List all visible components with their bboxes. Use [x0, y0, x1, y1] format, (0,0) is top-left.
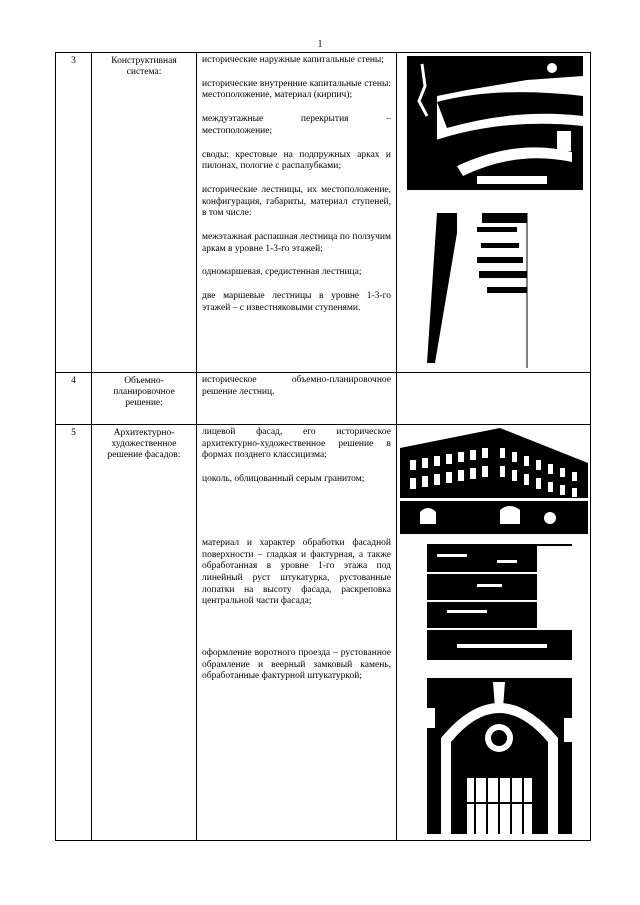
photo-cell — [397, 373, 591, 425]
list-item: цоколь, облицованный серым гранитом; — [202, 474, 365, 485]
table-row — [56, 53, 591, 373]
row-description — [197, 373, 397, 425]
vault-photo-icon — [407, 56, 583, 190]
list-item: межэтажная распашная лестница по ползучим аркам в уровне 1-3-го этажей; — [202, 232, 391, 254]
facade-photo-icon — [400, 428, 588, 534]
list-item: своды: крестовые на подпружных арках и пилонах, пологие с распалубками; — [202, 149, 391, 172]
photo-cell — [397, 53, 591, 373]
list-item: две маршевые лестницы в уровне 1-3-го этажей – с известняковыми ступенями. — [202, 291, 391, 313]
page-number: 1 — [317, 39, 323, 50]
gate-arch-photo-icon — [427, 668, 572, 834]
row-title: Объемно-планировочное решение: — [92, 373, 197, 425]
row-title: Архитектурно-художественное решение фасадов: — [92, 425, 197, 841]
list-item: одномаршевая, средистенная лестница; — [202, 267, 362, 278]
list-item: историческое объемно-планировочное решение лестниц. — [202, 375, 391, 397]
table-row — [56, 425, 591, 841]
row-description — [197, 53, 397, 373]
list-item: материал и характер обработки фасадной поверхности – гладкая и фактурная, а также обработанная в уровне 1-го этажа под линейный руст штукатурка, рустованные лопатки на высоту фасада, раскреповка центральной части фасада; — [202, 537, 391, 607]
list-item: оформление воротного проезда – рустованное обрамление и веерный замковый камень, обработанные фактурной штукатуркой; — [202, 648, 391, 682]
row-number: 3 — [56, 53, 92, 373]
list-item: междуэтажные перекрытия – местоположение; — [202, 114, 391, 136]
list-item: исторические наружные капитальные стены; — [202, 55, 384, 65]
row-number: 5 — [56, 425, 92, 841]
specification-table — [55, 52, 591, 841]
staircase-photo-icon — [427, 213, 553, 368]
rusticated-pilaster-photo-icon — [427, 544, 572, 660]
row-number: 4 — [56, 373, 92, 425]
table-row — [56, 373, 591, 425]
list-item: исторические внутренние капитальные стены: местоположение, материал (кирпич); — [202, 78, 391, 101]
photo-cell — [397, 425, 591, 841]
list-item: лицевой фасад, его историческое архитектурно-художественное решение в формах позднего классицизма; — [202, 427, 391, 461]
row-description — [197, 425, 397, 841]
row-title: Конструктивная система: — [92, 53, 197, 373]
list-item: исторические лестницы, их местоположение, конфигурация, габариты, материал ступеней, в том числе: — [202, 184, 391, 219]
